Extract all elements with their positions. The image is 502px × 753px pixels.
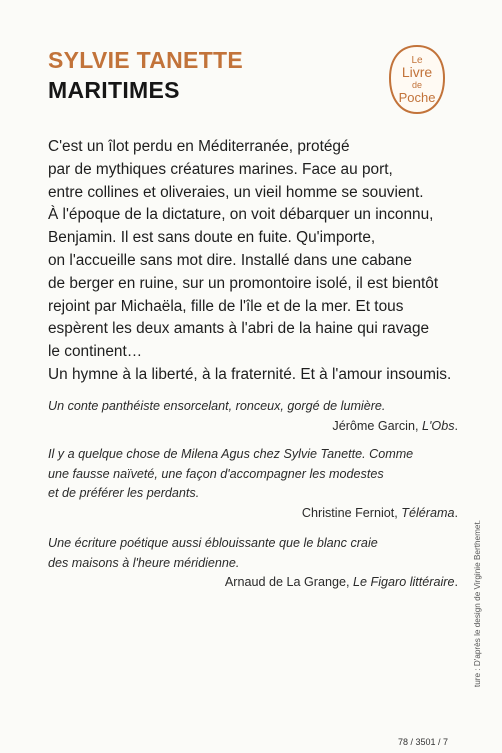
quote-line: Un conte panthéiste ensorcelant, ronceux, gorgé de lumière. (48, 399, 386, 413)
quote-line: des maisons à l'heure méridienne. (48, 555, 240, 570)
source-name: Christine Ferniot, (301, 505, 402, 520)
cover-design-credit: ture : D'après le design de Virginie Berthemet. (473, 520, 482, 688)
quote-source (48, 573, 458, 593)
source-name: Jérôme Garcin, (332, 418, 422, 433)
logo-text-le: Le (411, 55, 423, 66)
blurb-line: Benjamin. Il est sans doute en fuite. Qu'importe, (48, 229, 376, 247)
source-end: . (454, 418, 458, 433)
quote-source (48, 417, 458, 437)
press-quote-figaro (48, 534, 458, 593)
press-quote-obs (48, 397, 458, 436)
blurb-line: par de mythiques créatures marines. Face au port, (48, 160, 393, 178)
quote-line: Une écriture poétique aussi éblouissante que le blanc craie (48, 536, 378, 550)
logo-text-poche: Poche (398, 90, 436, 105)
source-name: Arnaud de La Grange, (224, 575, 353, 589)
author-name: SYLVIE TANETTE (48, 47, 244, 73)
quote-line: et de préférer les perdants. (48, 486, 200, 500)
quote-line: Il y a quelque chose de Milena Agus chez Sylvie Tanette. Comme (48, 447, 414, 461)
blurb-line: espèrent les deux amants à l'abri de la haine qui ravage (48, 320, 430, 338)
source-publication: Télérama (401, 505, 455, 520)
source-end: . (454, 575, 458, 589)
logo-text-livre: Livre (401, 64, 433, 80)
logo-text-de: de (411, 80, 423, 90)
blurb-line: À l'époque de la dictature, on voit débarquer un inconnu, (48, 206, 434, 224)
quote-source (48, 504, 458, 524)
blurb-text (48, 136, 468, 387)
blurb-line: le continent… (48, 343, 143, 361)
blurb-line: Un hymne à la liberté, à la fraternité. Et à l'amour insoumis. (48, 365, 452, 383)
source-end: . (454, 505, 458, 520)
source-publication: L'Obs (421, 418, 455, 433)
blurb-line: rejoint par Michaëla, fille de l'île et de la mer. Et tous (48, 297, 404, 315)
book-title: MARITIMES (48, 77, 180, 103)
livre-de-poche-logo (386, 44, 448, 116)
blurb-line: C'est un îlot perdu en Méditerranée, protégé (48, 138, 350, 155)
blurb-line: on l'accueille sans mot dire. Installé dans une cabane (48, 251, 412, 269)
catalog-code: 78 / 3501 / 7 (398, 737, 449, 747)
blurb-line: de berger en ruine, sur un promontoire isolé, il est bientôt (48, 274, 439, 292)
quote-line: une fausse naïveté, une façon d'accompagner les modestes (48, 466, 384, 481)
source-publication: Le Figaro littéraire (353, 575, 455, 589)
blurb-line: entre collines et oliveraies, un vieil homme se souvient. (48, 183, 424, 201)
press-quote-telerama (48, 445, 458, 523)
